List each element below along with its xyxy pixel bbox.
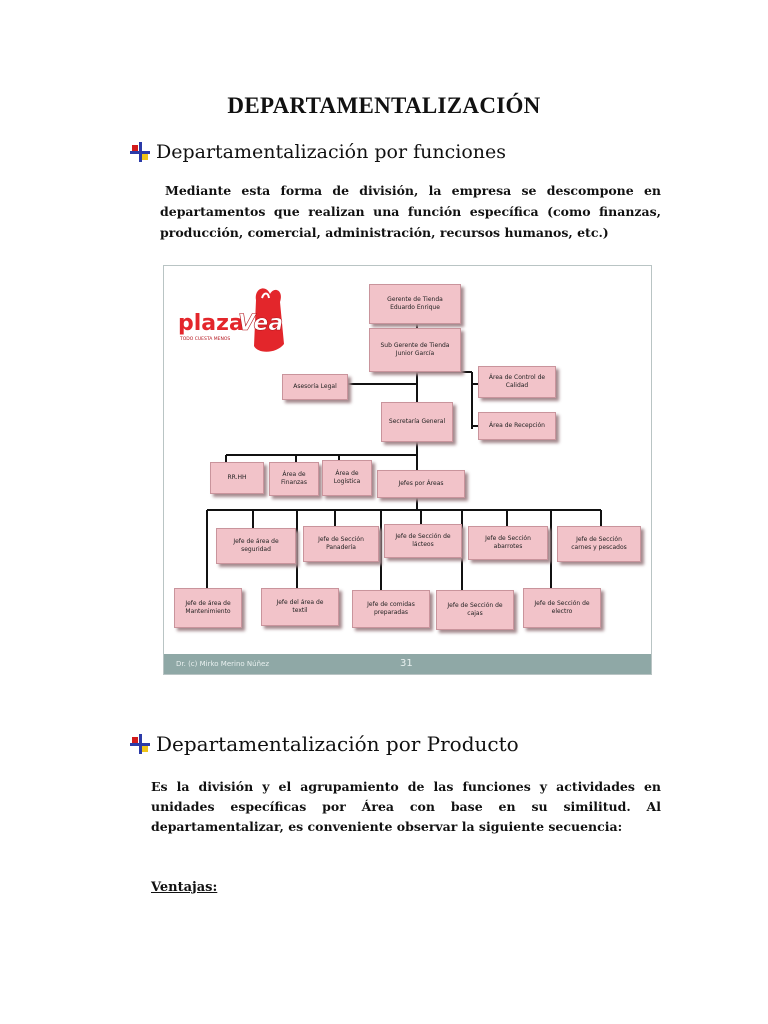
box-jefe-lacteos: Jefe de Sección de lácteos [384,524,462,558]
box-sub-gerente: Sub Gerente de Tienda Junior García [369,328,461,372]
footer-page-number: 31 [400,658,413,669]
bullet-cross-icon [130,733,150,755]
box-recepcion: Área de Recepción [478,412,556,440]
plaza-vea-logo [176,284,288,356]
bullet-cross-icon [130,141,150,163]
org-chart-figure [163,265,652,675]
svg-text:TODO CUESTA MENOS: TODO CUESTA MENOS [180,337,231,342]
box-jefe-carnes: Jefe de Sección carnes y pescados [557,526,641,562]
ventajas-label: Ventajas: [151,880,218,895]
box-finanzas: Área de Finanzas [269,462,319,496]
box-jefe-textil: Jefe del área de textil [261,588,339,626]
document-title: DEPARTAMENTALIZACIÓN [227,93,541,118]
paragraph-funciones: Mediante esta forma de división, la empresa se descompone en departamentos que realizan una función específica (como finanzas, producción, comercial, administración, recursos humanos, etc.) [160,183,661,240]
box-logistica: Área de Logística [322,460,372,496]
section-heading-funciones [130,141,506,163]
box-asesoria-legal: Asesoría Legal [282,374,348,400]
box-rrhh: RR.HH [210,462,264,494]
paragraph-producto: Es la división y el agrupamiento de las funciones y actividades en unidades específicas por Área con base en su similitud. Al departamentalizar, es conveniente observar la siguiente secuencia: [151,779,661,834]
box-jefe-abarrotes: Jefe de Sección abarrotes [468,526,548,560]
box-jefe-panaderia: Jefe de Sección Panadería [303,526,379,562]
box-jefe-seguridad: Jefe de área de seguridad [216,528,296,564]
heading-text: Departamentalización por funciones [156,141,507,163]
box-control-calidad: Área de Control de Calidad [478,366,556,398]
box-secretaria-general: Secretaría General [381,402,453,442]
box-gerente: Gerente de Tienda Eduardo Enrique [369,284,461,324]
box-jefe-electro: Jefe de Sección de electro [523,588,601,628]
box-jefe-mantenimiento: Jefe de área de Mantenimiento [174,588,242,628]
box-jefe-comidas: Jefe de comidas preparadas [352,590,430,628]
chart-footer-bar [164,654,651,674]
footer-author: Dr. (c) Mirko Merino Núñez [176,660,269,668]
box-jefe-cajas: Jefe de Sección de cajas [436,590,514,630]
box-jefes-por-areas: Jefes por Áreas [377,470,465,498]
section-heading-producto [130,732,519,756]
heading-text: Departamentalización por Producto [156,732,519,756]
svg-text:Vea: Vea [238,311,284,336]
svg-text:plaza: plaza [178,311,244,336]
